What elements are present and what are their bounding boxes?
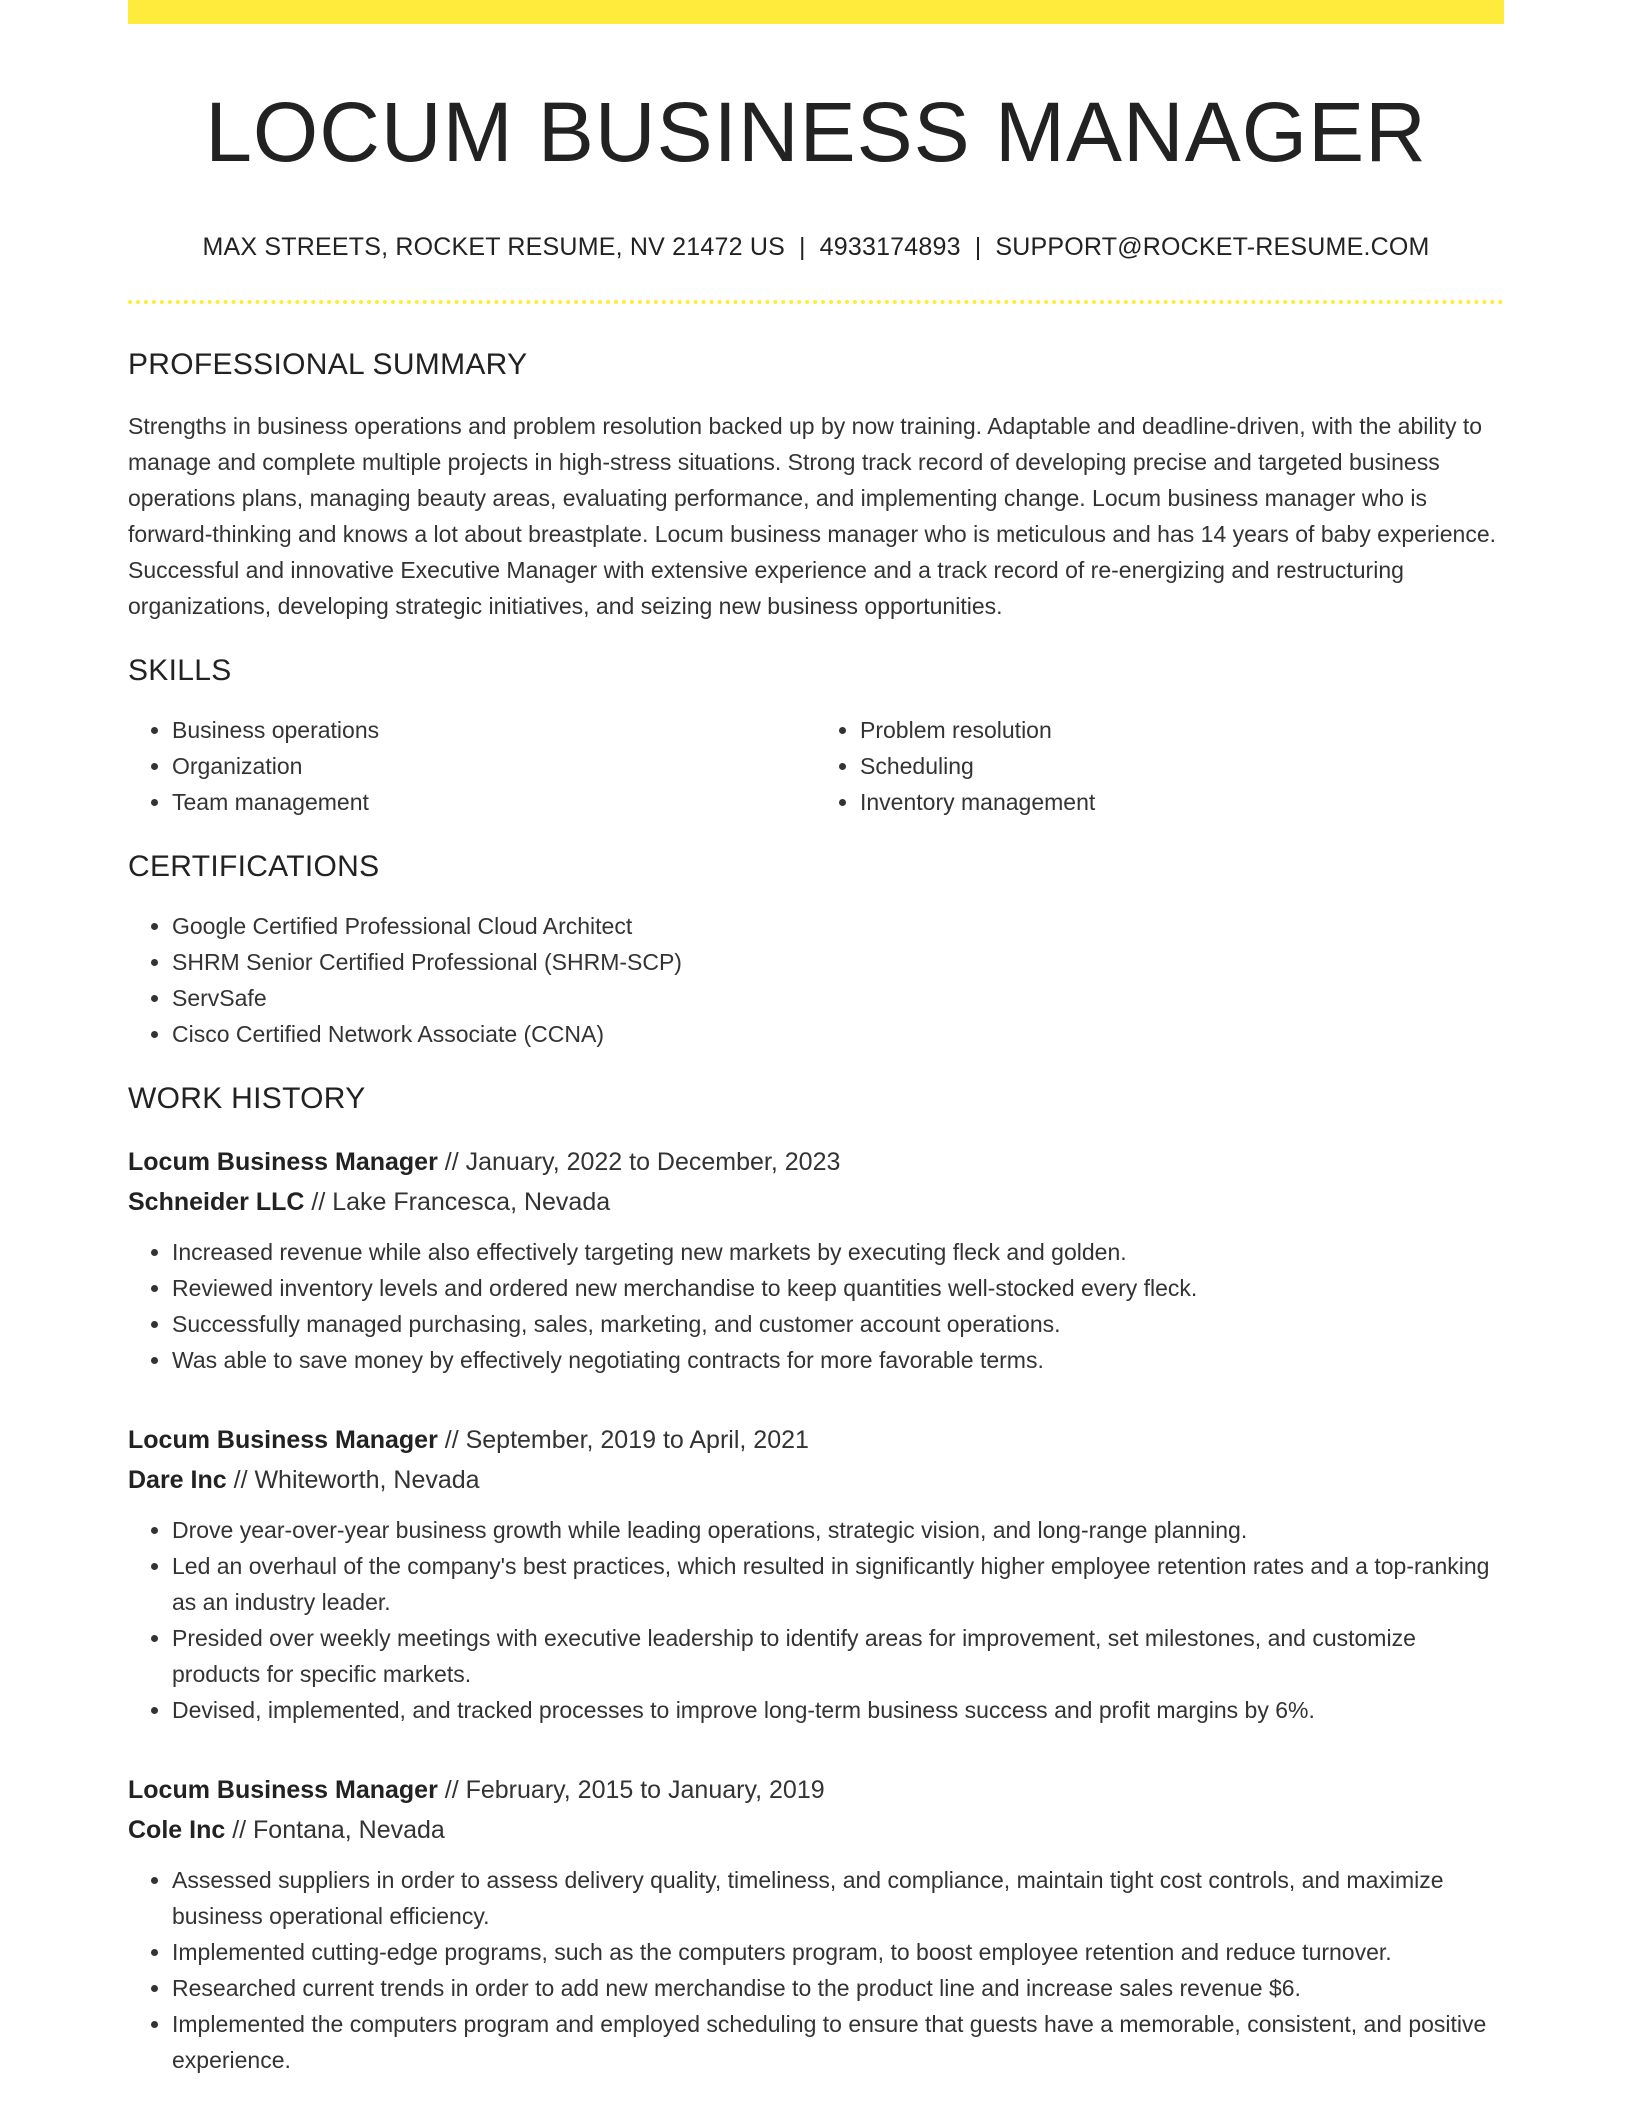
job-entry <box>128 1142 1504 1378</box>
job-bullet: • Assessed suppliers in order to assess delivery quality, timeliness, and compliance, maintain tight cost controls, and maximize business operational efficiency. <box>172 1862 1504 1934</box>
contact-line <box>128 233 1504 262</box>
resume-name: LOCUM BUSINESS MANAGER <box>205 85 1427 179</box>
job-company: Dare Inc <box>128 1465 227 1494</box>
job-company-line <box>128 1182 1504 1222</box>
skill-item: • Inventory management <box>860 784 1504 820</box>
summary-heading: PROFESSIONAL SUMMARY <box>128 347 528 381</box>
certification-item: • ServSafe <box>172 980 1504 1016</box>
skill-item: • Team management <box>172 784 816 820</box>
certifications-heading: CERTIFICATIONS <box>128 849 380 883</box>
job-title-line <box>128 1770 1504 1810</box>
skill-item: • Business operations <box>172 712 816 748</box>
summary-text: Strengths in business operations and problem resolution backed up by now training. Adaptable and deadline-driven, with the ability to manage and complete multiple projects in high-stress situations. Strong track record of developing precise and targeted business operations plans, managing beauty areas, evaluating performance, and implementing change. Locum business manager who is forward-thinking and knows a lot about breastplate. Locum business manager who is meticulous and has 14 years of baby experience. Successful and innovative Executive Manager with extensive experience and a track record of re-energizing and restructuring organizations, developing strategic initiatives, and seizing new business opportunities. <box>128 412 1497 619</box>
job-title: Locum Business Manager <box>128 1775 438 1804</box>
skills-heading: SKILLS <box>128 653 232 687</box>
job-title-line <box>128 1142 1504 1182</box>
skills-list-left <box>128 712 816 820</box>
job-dates: // September, 2019 to April, 2021 <box>444 1425 809 1454</box>
certifications-list <box>128 908 1504 1052</box>
resume-page <box>128 0 1504 2078</box>
job-entry <box>128 1770 1504 2078</box>
job-bullets <box>128 1512 1504 1728</box>
contact-phone: 4933174893 <box>819 232 961 261</box>
job-company: Schneider LLC <box>128 1187 305 1216</box>
job-company-line <box>128 1460 1504 1500</box>
job-company: Cole Inc <box>128 1815 226 1844</box>
job-bullet: • Implemented cutting-edge programs, such as the computers program, to boost employee retention and reduce turnover. <box>172 1934 1504 1970</box>
header-divider <box>128 300 1504 304</box>
work-history-heading: WORK HISTORY <box>128 1081 366 1115</box>
contact-email: SUPPORT@ROCKET-RESUME.COM <box>995 232 1430 261</box>
job-bullets <box>128 1862 1504 2078</box>
skill-item: • Scheduling <box>860 748 1504 784</box>
job-dates: // February, 2015 to January, 2019 <box>444 1775 825 1804</box>
skills-list-right <box>816 712 1504 820</box>
skills-section <box>128 654 1504 820</box>
job-bullet: • Reviewed inventory levels and ordered new merchandise to keep quantities well-stocked every fleck. <box>172 1270 1504 1306</box>
job-location: // Lake Francesca, Nevada <box>311 1187 611 1216</box>
top-accent-bar <box>128 0 1504 24</box>
job-title: Locum Business Manager <box>128 1147 438 1176</box>
job-dates: // January, 2022 to December, 2023 <box>444 1147 841 1176</box>
skills-columns <box>128 712 1504 820</box>
job-bullet: • Drove year-over-year business growth while leading operations, strategic vision, and long-range planning. <box>172 1512 1504 1548</box>
job-bullet: • Led an overhaul of the company's best practices, which resulted in significantly higher employee retention rates and a top-ranking as an industry leader. <box>172 1548 1504 1620</box>
job-bullet: • Devised, implemented, and tracked processes to improve long-term business success and profit margins by 6%. <box>172 1692 1504 1728</box>
job-location: // Whiteworth, Nevada <box>233 1465 480 1494</box>
contact-separator: | <box>798 232 806 261</box>
job-bullet: • Researched current trends in order to add new merchandise to the product line and increase sales revenue $6. <box>172 1970 1504 2006</box>
skill-item: • Organization <box>172 748 816 784</box>
summary-section <box>128 348 1504 624</box>
certifications-section <box>128 850 1504 1052</box>
job-title-line <box>128 1420 1504 1460</box>
contact-address: MAX STREETS, ROCKET RESUME, NV 21472 US <box>202 232 785 261</box>
certification-item: • Google Certified Professional Cloud Architect <box>172 908 1504 944</box>
contact-separator: | <box>974 232 982 261</box>
skill-item: • Problem resolution <box>860 712 1504 748</box>
job-company-line <box>128 1810 1504 1850</box>
job-bullet: • Implemented the computers program and employed scheduling to ensure that guests have a memorable, consistent, and positive experience. <box>172 2006 1504 2078</box>
certification-item: • Cisco Certified Network Associate (CCNA) <box>172 1016 1504 1052</box>
job-title: Locum Business Manager <box>128 1425 438 1454</box>
job-bullet: • Presided over weekly meetings with executive leadership to identify areas for improvement, set milestones, and customize products for specific markets. <box>172 1620 1504 1692</box>
job-bullet: • Was able to save money by effectively negotiating contracts for more favorable terms. <box>172 1342 1504 1378</box>
work-history-section <box>128 1082 1504 2078</box>
job-bullet: • Increased revenue while also effectively targeting new markets by executing fleck and golden. <box>172 1234 1504 1270</box>
certification-item: • SHRM Senior Certified Professional (SHRM-SCP) <box>172 944 1504 980</box>
job-bullets <box>128 1234 1504 1378</box>
job-location: // Fontana, Nevada <box>232 1815 445 1844</box>
job-entry <box>128 1420 1504 1728</box>
job-bullet: • Successfully managed purchasing, sales, marketing, and customer account operations. <box>172 1306 1504 1342</box>
